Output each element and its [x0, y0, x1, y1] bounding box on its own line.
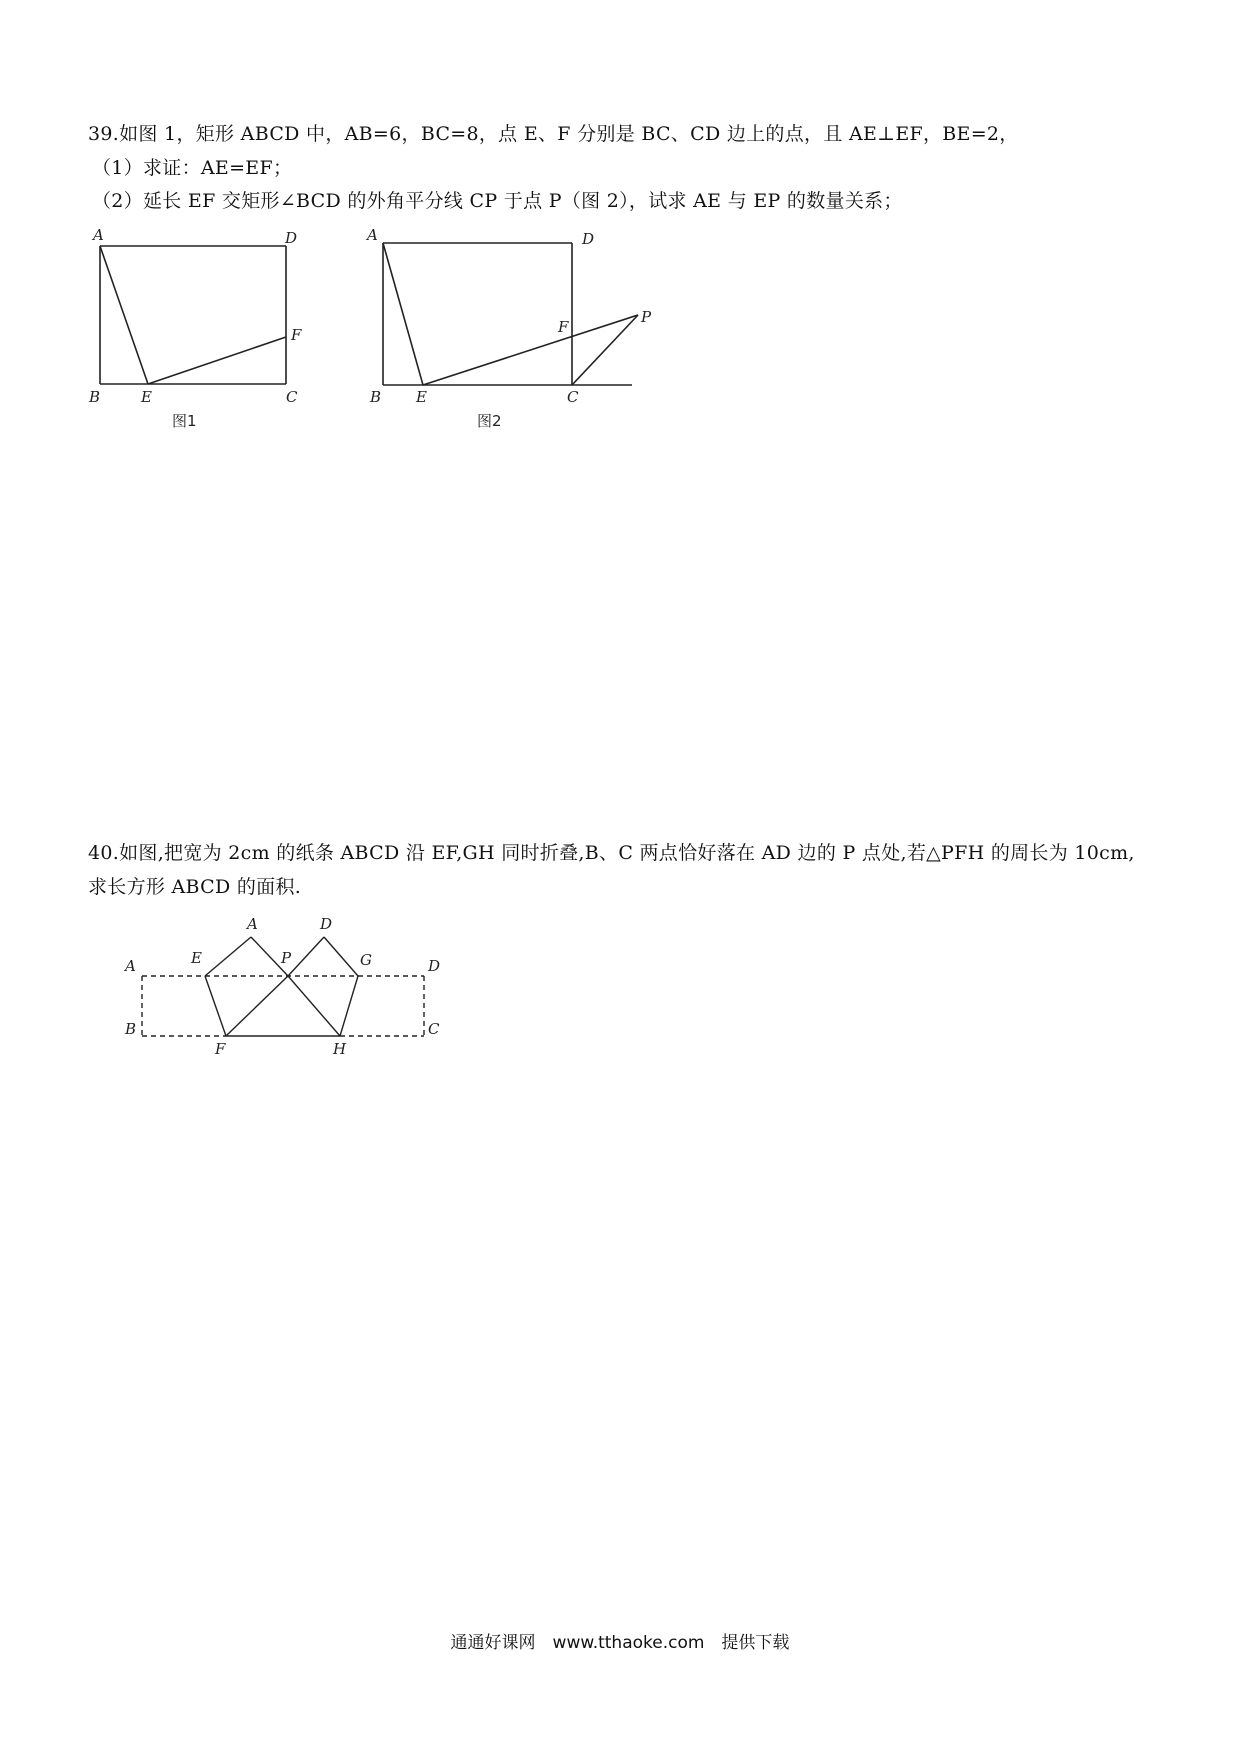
label-b: B: [89, 388, 101, 406]
label-a: A: [125, 957, 136, 975]
figure-q40: [118, 905, 458, 1065]
label-b: B: [125, 1020, 137, 1038]
label-d: D: [582, 230, 595, 248]
label-f: F: [558, 318, 569, 336]
segment-ef: [148, 337, 286, 384]
segment-gh: [340, 976, 358, 1036]
q40-stem-line2: 求长方形 ABCD 的面积.: [88, 876, 302, 898]
label-g: G: [360, 951, 372, 969]
label-d-folded: D: [320, 915, 333, 933]
q39-part2: （2）延长 EF 交矩形∠BCD 的外角平分线 CP 于点 P（图 2），试求 AE 与 EP 的数量关系；: [92, 190, 903, 212]
segment-ea: [205, 937, 251, 976]
q40-stem-line1: 40.如图,把宽为 2cm 的纸条 ABCD 沿 EF,GH 同时折叠,B、C 两点恰好落在 AD 边的 P 点处,若△PFH 的周长为 10cm,: [88, 842, 1135, 864]
segment-pd: [288, 937, 324, 976]
label-p: P: [641, 308, 652, 326]
footer: 通通好课网 www.tthaoke.com 提供下载: [450, 1633, 790, 1653]
label-f: F: [215, 1040, 226, 1058]
label-e: E: [141, 388, 152, 406]
label-e: E: [191, 949, 202, 967]
label-h: H: [333, 1040, 347, 1058]
segment-ph: [288, 976, 340, 1036]
label-b: B: [370, 388, 382, 406]
label-c: C: [567, 388, 579, 406]
label-e: E: [416, 388, 427, 406]
segment-ef: [205, 976, 226, 1036]
label-d: D: [285, 229, 298, 247]
segment-pf: [226, 976, 288, 1036]
label-p: P: [281, 949, 292, 967]
figure-1: [80, 222, 302, 430]
label-d: D: [428, 957, 441, 975]
figure-1-caption: 图1: [172, 412, 197, 430]
q39-part1: （1）求证：AE=EF；: [92, 157, 293, 179]
label-f: F: [291, 326, 302, 344]
label-a-folded: A: [247, 915, 258, 933]
label-a: A: [367, 226, 378, 244]
figure-2-caption: 图2: [477, 412, 502, 430]
q39-stem: 39.如图 1，矩形 ABCD 中，AB=6，BC=8，点 E、F 分别是 BC、CD 边上的点，且 AE⊥EF，BE=2，: [88, 123, 1019, 145]
figure-2: [362, 222, 662, 430]
segment-dg: [324, 937, 358, 976]
label-c: C: [286, 388, 298, 406]
segment-ae: [383, 243, 423, 385]
label-c: C: [428, 1020, 440, 1038]
segment-ae: [100, 246, 148, 384]
label-a: A: [93, 226, 104, 244]
